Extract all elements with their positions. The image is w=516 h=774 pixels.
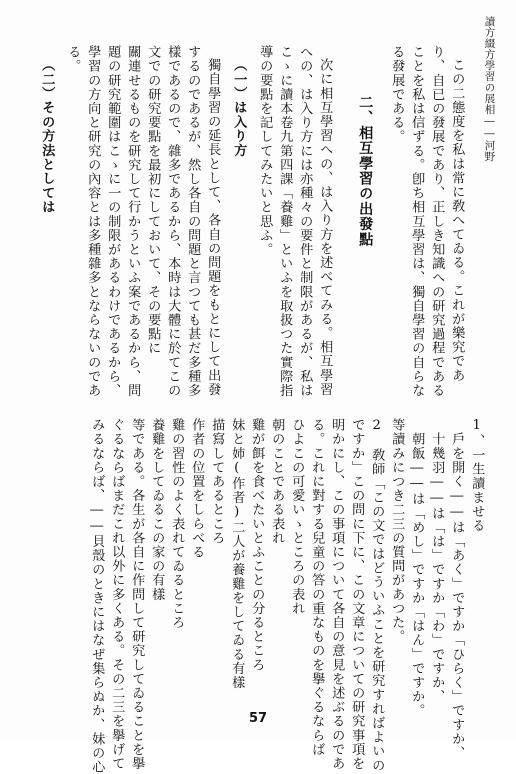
body-line: 十幾羽――は「は」ですか「わ」ですか、 (429, 418, 445, 704)
body-line: 作者の位置をしらべる (189, 418, 205, 559)
body-line: ことを私は信ずる。卽ち相互學習は、獨自學習の自らな (409, 45, 425, 398)
body-line: 文での研究要點を最初にしておいて、その要點に (145, 45, 161, 356)
body-line: こゝに讀本卷九第四課「養雞」といふを取扱つた實際指 (277, 45, 293, 398)
body-line: 妹と姉(作者)二人が養雞をしてゐる有樣 (229, 418, 245, 690)
body-line: 朝飯――は「めし」ですか「はん」ですか。 (409, 418, 425, 718)
body-line: この二態度を私は常に敎へてゐる。これが樂究であ (449, 58, 465, 383)
body-line: ひよこの可愛いゝところの表れ (289, 418, 305, 616)
body-line: 等である。各生が各自に作問して研究してゐることを擧 (129, 418, 145, 771)
body-line: 描寫してあるところ (209, 418, 225, 545)
body-line: みるならば、――貝殼のときにはなぜ集らぬか、妹の心 (89, 418, 105, 774)
page-number: 57 (248, 711, 268, 726)
body-line: 樣であるので、雜多であるから、本時は大體に於てこの (165, 45, 181, 398)
body-line: 雞が餌を食べたいとふことの分るところ (249, 418, 265, 672)
body-line: り、自已の發展であり、正しき知識への研究過程である (429, 45, 445, 398)
body-line: 養雞をしてゐるこの家の有樣 (149, 418, 165, 602)
body-line: 等讀みにつき二三の質問があつた。 (389, 418, 405, 644)
body-line: 題の研究範圍はこゝに一の制限があるわけであるから、 (105, 45, 121, 398)
body-line: 明かにし、この事項について各自の意見を述ぶるのであ (329, 418, 345, 771)
body-line: 朝のことである表れ (269, 418, 285, 545)
body-line: 導の要點を記してみたいと思ふ。 (257, 45, 273, 257)
body-line: への、は入り方には亦種々の要件と制限があるが、私は (297, 45, 313, 398)
body-line: 學習の方向と研究の內容とは多種雜多とならないのであ (85, 45, 101, 398)
body-line: 雞の習性のよく表れてゐるところ (169, 418, 185, 630)
section-heading: 二、相互學習の出發點 (357, 95, 374, 247)
body-line: る發展である。 (389, 45, 405, 144)
body-line: 1、一生讀ませる (469, 418, 485, 533)
subsection-heading: （二）その方法としては (39, 58, 55, 215)
body-line: 戶を開く――は「あく」ですか「ひらく」ですか、 (449, 418, 465, 760)
body-line: 2 敎師「この文ではどういふことを研究すればよいの (369, 418, 385, 773)
body-line: 獨自學習の延長として、各自の問題をもとにして出發 (205, 58, 221, 397)
body-line: ですか」この問に下に、この文章についての研究事項を (349, 418, 365, 771)
body-line: る。 (65, 45, 81, 74)
body-line: る。これに對する兒童の答の重なものを擧ぐるならば (309, 418, 325, 757)
running-header: 讀方綴方學習の展相――河野 (483, 16, 496, 162)
subsection-heading: （一）は入り方 (231, 58, 247, 158)
body-line: 關連せるものを研究して行かうといふ案であるから、問 (125, 45, 141, 398)
body-line: するのであるが、然し各自の問題と言つても甚だ多種多 (185, 45, 201, 398)
body-line: 次に相互學習への、は入り方を述べてみる。相互學習 (317, 58, 333, 397)
body-line: ぐるならばまだこれ以外に多くある。その二三を擧げて (109, 418, 125, 771)
